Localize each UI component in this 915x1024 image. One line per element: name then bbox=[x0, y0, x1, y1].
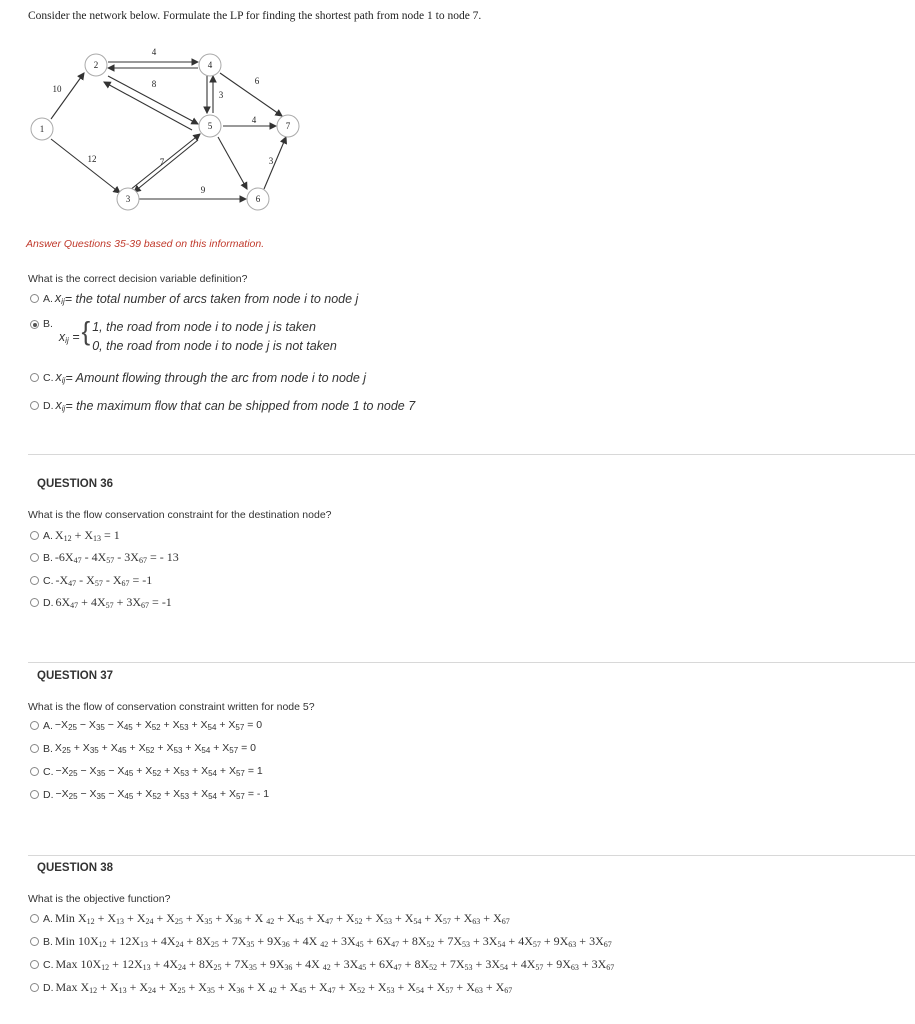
q35-option-d[interactable]: D. $x_{ij}$ = the maximum flow that can be shipped from node 1 to node 7 bbox=[30, 398, 415, 413]
arc-6-7 bbox=[264, 137, 286, 189]
radio-button[interactable] bbox=[30, 937, 39, 946]
option-letter: A. bbox=[43, 912, 53, 925]
option-line: 0, the road from node i to node j is not taken bbox=[92, 339, 337, 353]
option-letter: D. bbox=[43, 981, 54, 994]
option-letter: B. bbox=[43, 318, 53, 330]
q36-option-a[interactable]: A. $X_{12} + X_{13} = 1$ bbox=[30, 528, 120, 543]
q36-question: What is the flow conservation constraint for the destination node? bbox=[28, 509, 332, 521]
arc-weight: 4 bbox=[151, 47, 157, 57]
node-label: 7 bbox=[285, 121, 291, 131]
radio-button[interactable] bbox=[30, 553, 39, 562]
divider bbox=[28, 454, 915, 455]
node-label: 3 bbox=[125, 194, 131, 204]
arc-5-6 bbox=[218, 137, 247, 189]
radio-button[interactable] bbox=[30, 744, 39, 753]
option-letter: C. bbox=[43, 574, 54, 587]
option-letter: A. bbox=[43, 719, 53, 732]
q38-option-d[interactable]: D. Max $X_{12} + X_{13} + X_{24} + X_{25} + X_{35} + X_{36} + X$ $_{42} + X_{45} + X_{47} + X_{52} + X_{53} + X_{54} + X_{57} + X_{63} + X_{67}$ bbox=[30, 980, 512, 995]
network-diagram bbox=[20, 40, 320, 220]
arc-weight: 3 bbox=[268, 156, 274, 166]
node-label: 6 bbox=[255, 194, 261, 204]
q36-option-d[interactable]: D. $6X_{47} + 4X_{57} + 3X_{67} = -1$ bbox=[30, 595, 172, 610]
node-label: 5 bbox=[207, 121, 213, 131]
question-title: QUESTION 37 bbox=[37, 670, 114, 682]
option-letter: B. bbox=[43, 551, 53, 564]
arc-weight: 8 bbox=[151, 79, 157, 89]
q35-option-c[interactable]: C. $x_{ij}$ = Amount flowing through the arc from node i to node j bbox=[30, 370, 366, 385]
divider bbox=[28, 662, 915, 663]
radio-button[interactable] bbox=[30, 598, 39, 607]
radio-button[interactable] bbox=[30, 960, 39, 969]
option-rhs: = 1 bbox=[247, 765, 263, 777]
option-letter: C. bbox=[43, 958, 54, 971]
option-letter: B. bbox=[43, 935, 53, 948]
option-prefix: Max bbox=[55, 957, 81, 971]
option-letter: B. bbox=[43, 742, 53, 755]
arc-weight: 7 bbox=[159, 157, 165, 167]
option-text: = the maximum flow that can be shipped from node 1 to node 7 bbox=[65, 398, 416, 413]
radio-button[interactable] bbox=[30, 790, 39, 799]
arc-1-2 bbox=[51, 73, 84, 119]
option-prefix: Min bbox=[54, 911, 78, 925]
radio-button[interactable] bbox=[30, 721, 39, 730]
option-letter: D. bbox=[43, 399, 54, 412]
q37-option-c[interactable]: C. $-X_{25} - X_{35} - X_{45} + X_{52} + X_{53} + X_{54} + X_{57} = 1$ bbox=[30, 765, 263, 778]
option-rhs: = - 1 bbox=[247, 788, 270, 800]
q36-option-b[interactable]: B. $-6X_{47} - 4X_{57} - 3X_{67}$ = - 13 bbox=[30, 550, 179, 565]
arc-4-7 bbox=[220, 73, 282, 116]
option-text: = the total number of arcs taken from node i to node j bbox=[64, 291, 359, 306]
q37-question: What is the flow of conservation constraint written for node 5? bbox=[28, 701, 315, 713]
option-text: = Amount flowing through the arc from node i to node j bbox=[65, 370, 367, 385]
option-letter: D. bbox=[43, 788, 54, 801]
option-rhs: = -1 bbox=[129, 573, 153, 587]
option-rhs: = 0 bbox=[241, 742, 256, 754]
q38-option-a[interactable]: A. Min $X_{12} + X_{13} + X_{24} + X_{25} + X_{35} + X_{36} + X$ $_{42} + X_{45} + X_{47} + X_{52} + X_{53} + X_{54} + X_{57} + X_{63} + X_{67}$ bbox=[30, 911, 510, 926]
arc-weight: 12 bbox=[87, 154, 97, 164]
arc-5-3 bbox=[134, 140, 198, 192]
option-prefix: Max bbox=[55, 980, 81, 994]
arc-weight: 3 bbox=[218, 90, 224, 100]
option-rhs: = -1 bbox=[149, 595, 172, 609]
q36-option-c[interactable]: C. $-X_{47} - X_{57} - X_{67} = -1$ bbox=[30, 573, 152, 588]
option-letter: D. bbox=[43, 596, 54, 609]
option-line: 1, the road from node i to node j is taken bbox=[92, 320, 316, 334]
option-rhs: = 0 bbox=[247, 719, 263, 731]
divider bbox=[28, 855, 915, 856]
radio-button-selected[interactable] bbox=[30, 320, 39, 329]
q38-option-b[interactable]: B. Min $10X_{12} + 12X_{13} + 4X_{24} + 8X_{25} + 7X_{35} + 9X_{36} + 4X$ $_{42} + 3X_{45} + 6X_{47} + 8X_{52} + 7X_{53} + 3X_{54} + 4X_{57} + 9X_{63} + 3X_{67}$ bbox=[30, 934, 612, 949]
arc-1-3 bbox=[51, 139, 120, 193]
radio-button[interactable] bbox=[30, 576, 39, 585]
arc-5-2 bbox=[104, 82, 192, 130]
q37-option-a[interactable]: A. $-X_{25} - X_{35} - X_{45} + X_{52} + X_{53} + X_{54} + X_{57} = 0$ bbox=[30, 719, 262, 732]
q38-question: What is the objective function? bbox=[28, 893, 171, 905]
node-label: 1 bbox=[39, 124, 45, 134]
radio-button[interactable] bbox=[30, 401, 39, 410]
radio-button[interactable] bbox=[30, 531, 39, 540]
node-label: 4 bbox=[207, 60, 213, 70]
arc-weight: 10 bbox=[52, 84, 62, 94]
q35-option-a[interactable]: A. $x_{ij}$ = the total number of arcs taken from node i to node j bbox=[30, 291, 358, 306]
radio-button[interactable] bbox=[30, 983, 39, 992]
info-hint: Answer Questions 35-39 based on this information. bbox=[26, 238, 265, 250]
intro-text: Consider the network below. Formulate the LP for finding the shortest path from node 1 to node 7. bbox=[28, 10, 482, 22]
option-rhs: = 1 bbox=[101, 528, 120, 542]
option-rhs: = - 13 bbox=[146, 550, 179, 564]
option-letter: C. bbox=[43, 371, 54, 384]
radio-button[interactable] bbox=[30, 767, 39, 776]
question-title: QUESTION 36 bbox=[37, 478, 114, 490]
option-prefix: Min bbox=[54, 934, 78, 948]
option-letter: A. bbox=[43, 292, 53, 305]
option-letter: A. bbox=[43, 529, 53, 542]
question-title: QUESTION 38 bbox=[37, 862, 114, 874]
arc-3-5 bbox=[130, 134, 200, 190]
radio-button[interactable] bbox=[30, 914, 39, 923]
radio-button[interactable] bbox=[30, 373, 39, 382]
q37-option-d[interactable]: D. $-X_{25} - X_{35} - X_{45} + X_{52} + X_{53} + X_{54} + X_{57}$ = - 1 bbox=[30, 788, 269, 801]
brace-icon: { bbox=[81, 316, 91, 346]
node-label: 2 bbox=[93, 60, 99, 70]
option-letter: C. bbox=[43, 765, 54, 778]
q35-question: What is the correct decision variable definition? bbox=[28, 273, 248, 285]
q38-option-c[interactable]: C. Max $10X_{12} + 12X_{13} + 4X_{24} + 8X_{25} + 7X_{35} + 9X_{36} + 4X$ $_{42} + 3X_{45} + 6X_{47} + 8X_{52} + 7X_{53} + 3X_{54} + 4X_{57} + 9X_{63} + 3X_{67}$ bbox=[30, 957, 614, 972]
arc-weight: 6 bbox=[254, 76, 260, 86]
arc-weight: 9 bbox=[200, 185, 206, 195]
arc-weight: 4 bbox=[251, 115, 257, 125]
radio-button[interactable] bbox=[30, 294, 39, 303]
q35-option-b[interactable]: B. $x_{ij}$ = { 1, the road from node i to node j is taken 0, the road from node i to node j is not taken bbox=[30, 318, 337, 353]
q37-option-b[interactable]: B. $X_{25} + X_{35} + X_{45} + X_{52} + X_{53} + X_{54} + X_{57} = 0$ bbox=[30, 742, 256, 755]
